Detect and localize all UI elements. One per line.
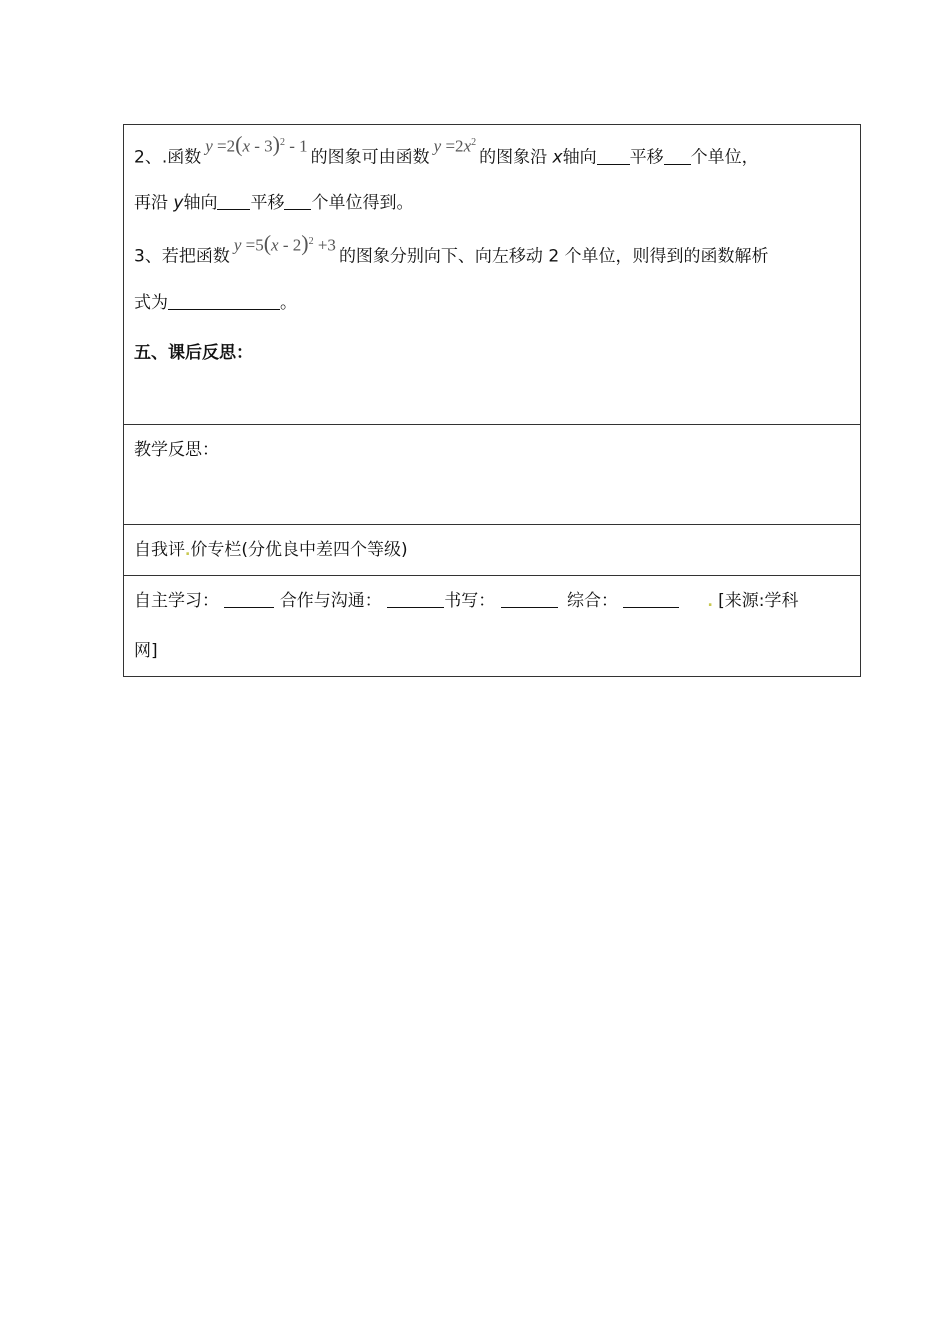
section-five-title: 五、课后反思：	[134, 343, 253, 363]
eval-scores-row	[124, 576, 861, 677]
exercise-3-line2-end: 。	[280, 293, 297, 313]
exercise-3-text: 的图象分别向下、向左移动 2 个单位，则得到的函数解析	[338, 246, 769, 267]
exercise-2-line2-prefix: 再沿	[134, 193, 168, 213]
shift-word-1: 平移	[629, 147, 664, 168]
scores-line-1	[134, 576, 850, 626]
self-study-blank[interactable]	[224, 589, 274, 608]
section-five-heading	[134, 328, 850, 378]
teaching-reflection-cell	[124, 425, 861, 525]
blank-function-expression[interactable]	[168, 291, 280, 310]
exercises-row	[124, 125, 861, 425]
teaching-reflection-line	[134, 425, 850, 475]
self-evaluation-scores-cell	[124, 576, 861, 677]
blank-x-units[interactable]	[664, 146, 691, 165]
exercise-3-line2-prefix: 式为	[134, 293, 168, 313]
artifact-dot: .	[185, 543, 191, 559]
unit-text: 个单位，	[690, 147, 759, 168]
writing-blank[interactable]	[501, 589, 558, 608]
writing-label: 书写：	[444, 591, 496, 611]
exercise-2-after-func2: 的图象沿	[479, 147, 548, 168]
artifact-dot-2: .	[707, 594, 713, 610]
self-evaluation-title-line	[134, 525, 850, 575]
teaching-reflection-label: 教学反思：	[134, 440, 219, 460]
blank-y-direction[interactable]	[217, 191, 250, 210]
blank-y-units[interactable]	[284, 191, 311, 210]
source-text-line-1: [来源:学科	[718, 591, 799, 611]
exercise-3-line-1	[134, 228, 850, 278]
self-evaluation-title-cell	[124, 525, 861, 576]
exercise-3-prefix: 3、若把函数	[134, 246, 230, 267]
blank-x-direction[interactable]	[597, 146, 630, 165]
formula-y-2x-squared: $y =2x^2$	[433, 136, 477, 156]
axis-x-dir: 轴向	[562, 147, 597, 168]
exercises-cell	[124, 125, 861, 425]
formula-y-5x-2-squared-plus-3: y =5(x - 2)$^2$ +3	[233, 230, 336, 256]
overall-label: 综合：	[567, 591, 619, 611]
axis-x-var: x	[552, 147, 563, 168]
axis-y-var: y	[173, 193, 184, 213]
worksheet-table	[123, 124, 861, 677]
source-text-line-2: 网]	[134, 641, 158, 661]
self-evaluation-title-b: 价专栏(分优良中差四个等级)	[190, 540, 408, 560]
exercise-3-line-2	[134, 278, 850, 328]
self-study-label: 自主学习：	[134, 591, 219, 611]
reflection-row	[124, 425, 861, 525]
exercise-2-prefix: 2、.函数	[134, 147, 202, 168]
exercise-2-end: 个单位得到。	[311, 193, 414, 213]
exercise-2-line-1	[134, 125, 850, 178]
eval-title-row	[124, 525, 861, 576]
shift-word-2: 平移	[250, 193, 285, 213]
cooperation-blank[interactable]	[387, 589, 444, 608]
overall-blank[interactable]	[623, 589, 679, 608]
cooperation-label: 合作与沟通：	[279, 591, 382, 611]
exercise-2-mid: 的图象可由函数	[310, 147, 430, 168]
scores-line-2	[134, 626, 850, 676]
self-evaluation-title-a: 自我评	[134, 540, 185, 560]
axis-y-dir: 轴向	[183, 193, 218, 213]
formula-y-2x-3-squared-minus-1: y =2(x - 3)$^2$ - 1	[205, 131, 308, 157]
